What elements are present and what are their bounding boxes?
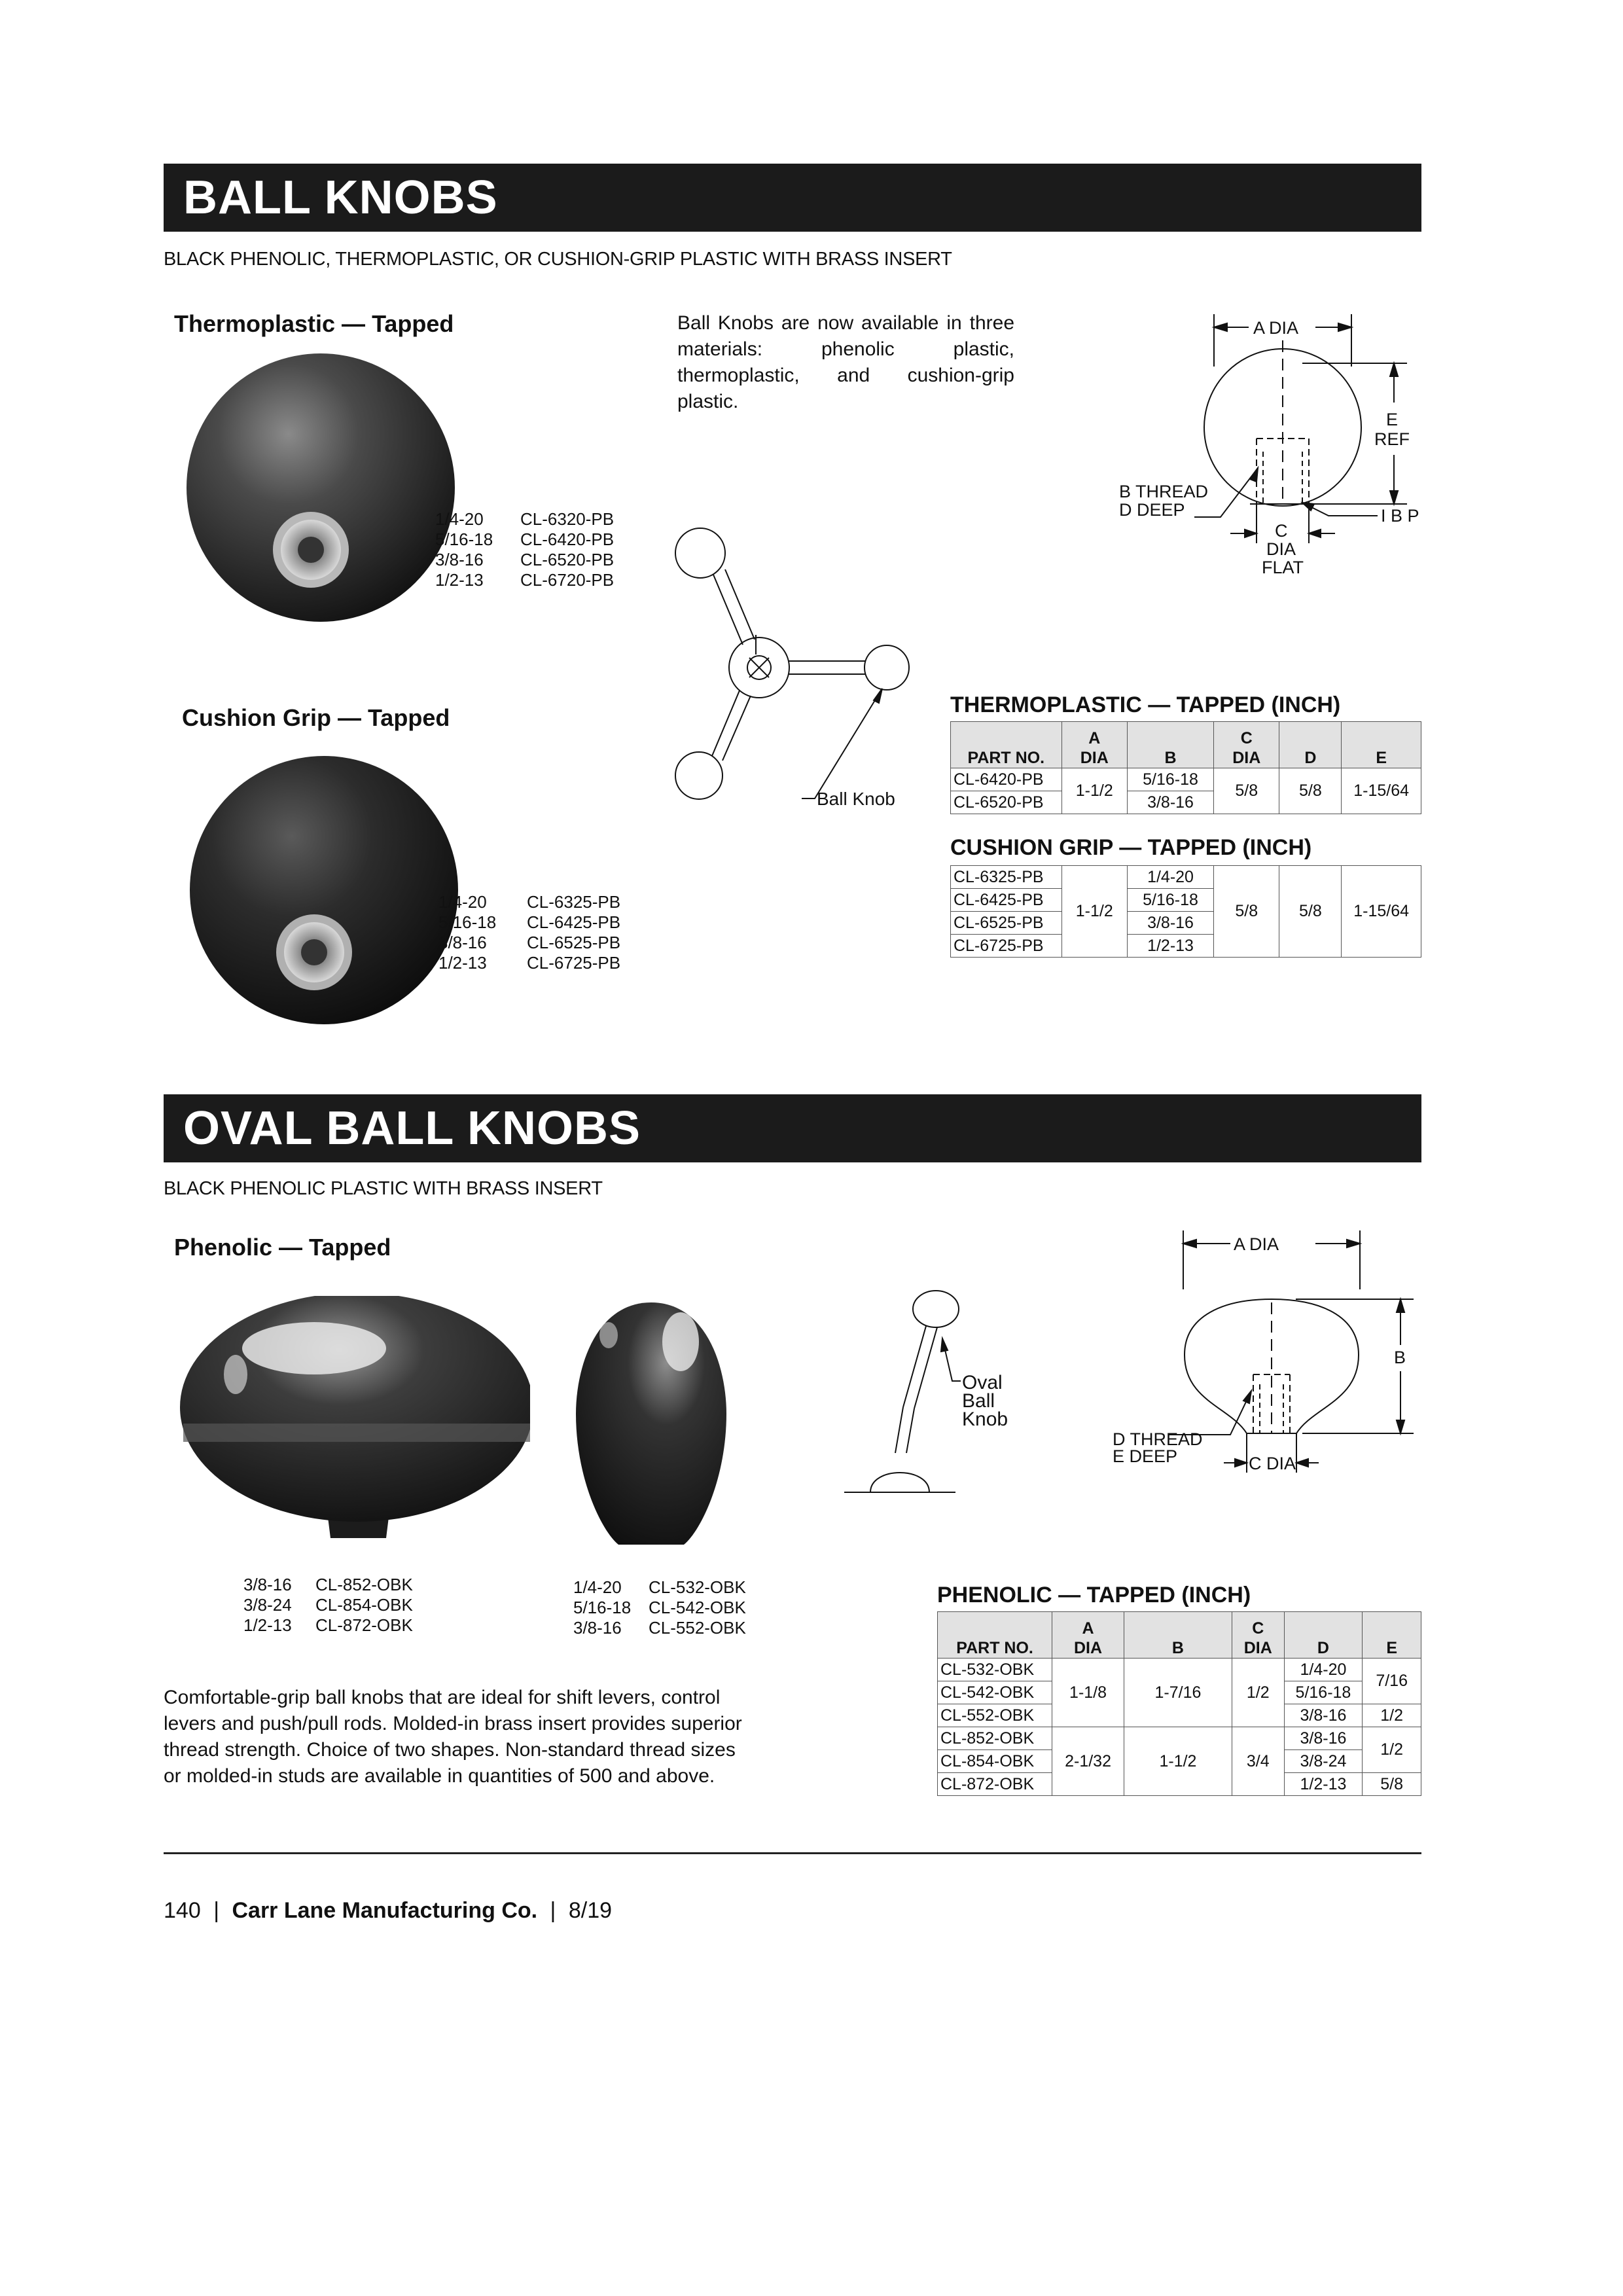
phenolic-table-title: PHENOLIC — TAPPED (INCH) bbox=[937, 1583, 1251, 1607]
table-row: CL-6520-PB 3/8-16 bbox=[951, 791, 1421, 814]
thermoplastic-part-list: 1/4-20 CL-6320-PB 5/16-18 CL-6420-PB 3/8-16 CL-6520-PB 1/2-13 CL-6720-PB bbox=[435, 509, 615, 590]
page-number: 140 bbox=[164, 1898, 201, 1923]
table-row: CL-552-OBK 3/8-16 1/2 bbox=[938, 1704, 1421, 1727]
dim-d-deep: D DEEP bbox=[1119, 500, 1185, 520]
table-row: CL-6425-PB 5/16-18 bbox=[951, 889, 1421, 912]
oval-part-list-right: 1/4-20 CL-532-OBK 5/16-18 CL-542-OBK 3/8-16 CL-552-OBK bbox=[573, 1577, 746, 1638]
oval-description: Comfortable-grip ball knobs that are ideal for shift levers, control levers and push/pull rods. Molded-in brass insert provides superior thread strength. Choice of two shapes. Non-standard thread sizes or molded-in studs are available in quantities of 500 and above. bbox=[164, 1687, 742, 1787]
col-part-no: PART NO. bbox=[938, 1612, 1052, 1659]
table-row: CL-532-OBK 1-1/8 1-7/16 1/2 1/4-20 7/16 bbox=[938, 1659, 1421, 1681]
cushion-grip-spec-table bbox=[950, 865, 1421, 958]
col-c-dia: C DIA bbox=[1232, 1612, 1285, 1659]
col-part-no: PART NO. bbox=[951, 722, 1062, 768]
dim-c: C bbox=[1275, 521, 1288, 541]
col-b: B bbox=[1124, 1612, 1232, 1659]
table-row: CL-6725-PB 1/2-13 bbox=[951, 935, 1421, 958]
oval-knob-lever-illustration bbox=[838, 1283, 1060, 1499]
thermoplastic-table-title: THERMOPLASTIC — TAPPED (INCH) bbox=[950, 692, 1341, 717]
oval-ball-knobs-banner bbox=[164, 1094, 1421, 1162]
oval-knob-wide-photo bbox=[164, 1296, 530, 1558]
page-footer bbox=[164, 1898, 612, 1924]
ball-knobs-banner bbox=[164, 164, 1421, 232]
col-b: B bbox=[1127, 722, 1213, 768]
thermoplastic-knob-photo bbox=[164, 347, 471, 628]
dim-b: B bbox=[1394, 1348, 1406, 1367]
cushion-grip-table-title: CUSHION GRIP — TAPPED (INCH) bbox=[950, 835, 1312, 860]
dim-d-thread: D THREAD bbox=[1113, 1429, 1203, 1449]
table-row: CL-872-OBK 1/2-13 5/8 bbox=[938, 1773, 1421, 1796]
col-a-dia: A DIA bbox=[1061, 722, 1127, 768]
table-row: CL-852-OBK 2-1/32 1-1/2 3/4 3/8-16 1/2 bbox=[938, 1727, 1421, 1750]
col-d: D bbox=[1284, 1612, 1363, 1659]
dim-ref: REF bbox=[1374, 429, 1410, 449]
dim-dia: DIA bbox=[1266, 539, 1296, 559]
col-c-dia: C DIA bbox=[1214, 722, 1279, 768]
oval-knob-tall-photo bbox=[569, 1296, 733, 1558]
ball-knob-dimension-diagram bbox=[1106, 308, 1427, 596]
oval-callout-2: Ball bbox=[962, 1390, 995, 1412]
catalog-date: 8/19 bbox=[568, 1898, 613, 1923]
dim-ibp: I B P bbox=[1381, 506, 1419, 526]
handwheel-illustration bbox=[661, 517, 955, 831]
oval-callout-1: Oval bbox=[962, 1372, 1003, 1393]
footer-separator: | bbox=[550, 1898, 556, 1923]
phenolic-spec-table bbox=[937, 1611, 1421, 1796]
col-a-dia: A DIA bbox=[1052, 1612, 1124, 1659]
dim-c-dia: C DIA bbox=[1249, 1454, 1296, 1473]
section-title: BALL KNOBS bbox=[183, 171, 498, 224]
thermoplastic-spec-table bbox=[950, 721, 1421, 814]
ball-knobs-description: Ball Knobs are now available in three materials: phenolic plastic, thermoplastic, and cushion-grip plastic. bbox=[677, 312, 1014, 412]
table-row: CL-6420-PB 1-1/2 5/16-18 5/8 5/8 1-15/64 bbox=[951, 768, 1421, 791]
phenolic-heading: Phenolic — Tapped bbox=[174, 1234, 391, 1261]
table-row: CL-542-OBK 5/16-18 bbox=[938, 1681, 1421, 1704]
section-subtitle: BLACK PHENOLIC, THERMOPLASTIC, OR CUSHION-GRIP PLASTIC WITH BRASS INSERT bbox=[164, 249, 952, 270]
col-d: D bbox=[1279, 722, 1342, 768]
cushion-grip-heading: Cushion Grip — Tapped bbox=[182, 704, 450, 731]
col-e: E bbox=[1342, 722, 1421, 768]
table-row: CL-6325-PB 1-1/2 1/4-20 5/8 5/8 1-15/64 bbox=[951, 866, 1421, 889]
dim-a-dia: A DIA bbox=[1234, 1234, 1279, 1254]
thermoplastic-heading: Thermoplastic — Tapped bbox=[174, 310, 454, 337]
dim-a-dia: A DIA bbox=[1253, 318, 1299, 338]
cushion-grip-part-list: 1/4-20 CL-6325-PB 5/16-18 CL-6425-PB 3/8-16 CL-6525-PB 1/2-13 CL-6725-PB bbox=[438, 892, 621, 973]
table-row: CL-6525-PB 3/8-16 bbox=[951, 912, 1421, 935]
oval-knob-dimension-diagram bbox=[1106, 1224, 1427, 1512]
dim-flat: FLAT bbox=[1262, 558, 1304, 577]
section-title: OVAL BALL KNOBS bbox=[183, 1102, 641, 1155]
dim-e: E bbox=[1386, 410, 1399, 429]
dim-e-deep: E DEEP bbox=[1113, 1446, 1178, 1466]
company-name: Carr Lane Manufacturing Co. bbox=[232, 1898, 538, 1923]
footer-rule bbox=[164, 1852, 1421, 1854]
table-row: CL-854-OBK 3/8-24 bbox=[938, 1750, 1421, 1773]
section-subtitle: BLACK PHENOLIC PLASTIC WITH BRASS INSERT bbox=[164, 1178, 603, 1199]
dim-b-thread: B THREAD bbox=[1119, 482, 1209, 501]
ball-knob-callout: Ball Knob bbox=[817, 789, 895, 809]
cushion-grip-knob-photo bbox=[164, 746, 471, 1028]
oval-part-list-left: 3/8-16 CL-852-OBK 3/8-24 CL-854-OBK 1/2-13 CL-872-OBK bbox=[243, 1575, 413, 1635]
footer-separator: | bbox=[213, 1898, 220, 1923]
col-e: E bbox=[1363, 1612, 1421, 1659]
oval-callout-3: Knob bbox=[962, 1408, 1008, 1430]
